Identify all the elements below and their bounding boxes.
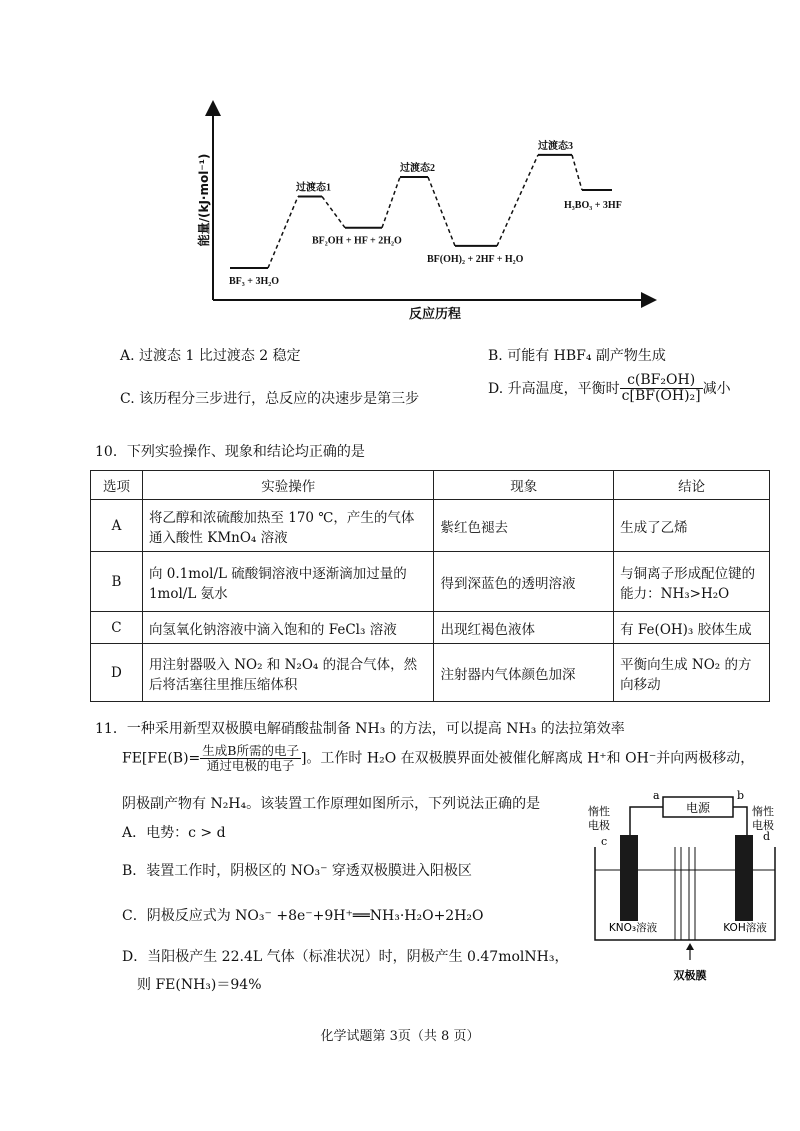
q10-table bbox=[90, 470, 770, 702]
row-phenomenon: 注射器内气体颜色加深 bbox=[434, 644, 614, 702]
wire-right bbox=[733, 807, 747, 835]
q11-fe-fraction bbox=[200, 744, 301, 773]
energy-level-label-6: H₃BO₃ + 3HF bbox=[564, 200, 622, 211]
table-header-row bbox=[91, 471, 770, 500]
table-row bbox=[91, 612, 770, 644]
q11-fe-denominator: 通过电极的电子 bbox=[206, 757, 295, 773]
row-option: A bbox=[91, 500, 143, 552]
row-phenomenon: 得到深蓝色的透明溶液 bbox=[434, 552, 614, 612]
q9-option-d bbox=[488, 373, 731, 405]
power-source-label: 电源 bbox=[685, 801, 711, 815]
membrane-label: 双极膜 bbox=[673, 969, 707, 982]
q9-option-b: B. 可能有 HBF₄ 副产物生成 bbox=[488, 348, 666, 364]
q11-stem: 11．一种采用新型双极膜电解硝酸盐制备 NH₃ 的方法，可以提高 NH₃ 的法拉第效率 bbox=[95, 721, 625, 737]
header-operation: 实验操作 bbox=[142, 471, 434, 500]
q9-d-prefix: D. 升高温度，平衡时 bbox=[488, 380, 620, 397]
electrolysis-diagram bbox=[585, 785, 790, 990]
header-phenomenon: 现象 bbox=[434, 471, 614, 500]
row-option: C bbox=[91, 612, 143, 644]
electrode-c-label: c bbox=[601, 835, 608, 848]
q11-option-d-line2: 则 FE(NH₃)＝94% bbox=[137, 977, 262, 993]
q11-fe-numerator: 生成B所需的电子 bbox=[202, 743, 299, 758]
energy-path-5 bbox=[497, 155, 538, 246]
q9-d-suffix: 减小 bbox=[702, 380, 731, 397]
energy-path-4 bbox=[428, 177, 455, 246]
energy-path-6 bbox=[572, 155, 582, 190]
row-conclusion: 平衡向生成 NO₂ 的方向移动 bbox=[614, 644, 770, 702]
table-row bbox=[91, 500, 770, 552]
row-option: D bbox=[91, 644, 143, 702]
page-footer: 化学试题第 3页（共 8 页） bbox=[320, 1029, 480, 1044]
terminal-a-label: a bbox=[653, 789, 660, 802]
energy-profile-chart bbox=[0, 0, 800, 330]
header-option: 选项 bbox=[91, 471, 143, 500]
q11-line3: 阴极副产物有 N₂H₄。该装置工作原理如图所示，下列说法正确的是 bbox=[122, 796, 541, 812]
energy-path-3 bbox=[382, 177, 400, 228]
q11-fe-suffix: ]。工作时 H₂O 在双极膜界面处被催化解离成 H⁺和 OH⁻并向两极移动， bbox=[300, 750, 755, 767]
row-phenomenon: 紫红色褪去 bbox=[434, 500, 614, 552]
electrode-c bbox=[620, 835, 638, 921]
x-axis-title: 反应历程 bbox=[408, 307, 462, 322]
energy-path-2 bbox=[322, 197, 345, 228]
right-electrode-label-2: 电极 bbox=[752, 819, 774, 832]
row-operation: 向 0.1mol/L 硫酸铜溶液中逐渐滴加过量的 1mol/L 氨水 bbox=[142, 552, 434, 612]
terminal-b-label: b bbox=[737, 789, 745, 802]
electrode-d-label: d bbox=[763, 830, 771, 843]
q11-fe-prefix: FE[FE(B)= bbox=[122, 750, 201, 767]
q10-stem: 10．下列实验操作、现象和结论均正确的是 bbox=[95, 444, 365, 460]
energy-level-label-5: 过渡态3 bbox=[538, 140, 573, 152]
right-electrode-label-1: 惰性 bbox=[752, 805, 774, 818]
energy-level-label-1: 过渡态1 bbox=[296, 182, 331, 194]
q9-d-numerator: c(BF₂OH) bbox=[620, 373, 703, 389]
q9-d-denominator: c[BF(OH)₂] bbox=[621, 388, 701, 405]
energy-level-label-4: BF(OH)₂ + 2HF + H₂O bbox=[427, 253, 524, 265]
right-solution-label: KOH溶液 bbox=[723, 922, 767, 934]
electrode-d bbox=[735, 835, 753, 921]
row-operation: 将乙醇和浓硫酸加热至 170 ℃，产生的气体通入酸性 KMnO₄ 溶液 bbox=[142, 500, 434, 552]
left-electrode-label-1: 惰性 bbox=[588, 805, 610, 818]
q9-d-fraction bbox=[620, 373, 703, 405]
row-operation: 用注射器吸入 NO₂ 和 N₂O₄ 的混合气体，然后将活塞往里推压缩体积 bbox=[142, 644, 434, 702]
energy-level-label-3: 过渡态2 bbox=[400, 163, 435, 174]
energy-path-1 bbox=[268, 197, 298, 269]
q9-option-a: A. 过渡态 1 比过渡态 2 稳定 bbox=[120, 348, 301, 364]
row-operation: 向氢氧化钠溶液中滴入饱和的 FeCl₃ 溶液 bbox=[142, 612, 434, 644]
y-axis-title: 能量/(kJ·mol⁻¹) bbox=[197, 153, 211, 247]
row-phenomenon: 出现红褐色液体 bbox=[434, 612, 614, 644]
wire-left bbox=[630, 807, 663, 835]
table-row bbox=[91, 644, 770, 702]
energy-level-label-2: BF₂OH + HF + 2H₂O bbox=[312, 235, 402, 247]
q11-option-b: B．装置工作时，阴极区的 NO₃⁻ 穿透双极膜进入阳极区 bbox=[122, 863, 472, 879]
q11-option-c: C．阴极反应式为 NO₃⁻ +8e⁻+9H⁺══NH₃·H₂O+2H₂O bbox=[122, 908, 484, 924]
row-conclusion: 有 Fe(OH)₃ 胶体生成 bbox=[614, 612, 770, 644]
q11-fe-line bbox=[122, 744, 754, 773]
energy-level-label-0: BF₃ + 3H₂O bbox=[229, 276, 280, 287]
q11-option-a: A．电势：c > d bbox=[122, 825, 226, 841]
header-conclusion: 结论 bbox=[614, 471, 770, 500]
left-electrode-label-2: 电极 bbox=[588, 819, 610, 832]
row-conclusion: 与铜离子形成配位键的能力：NH₃>H₂O bbox=[614, 552, 770, 612]
row-conclusion: 生成了乙烯 bbox=[614, 500, 770, 552]
bipolar-membrane bbox=[675, 847, 695, 940]
row-option: B bbox=[91, 552, 143, 612]
table-row bbox=[91, 552, 770, 612]
q11-option-d-line1: D．当阳极产生 22.4L 气体（标准状况）时，阴极产生 0.47molNH₃， bbox=[122, 949, 569, 965]
q9-option-c: C. 该历程分三步进行，总反应的决速步是第三步 bbox=[120, 391, 420, 407]
left-solution-label: KNO₃溶液 bbox=[608, 922, 658, 934]
